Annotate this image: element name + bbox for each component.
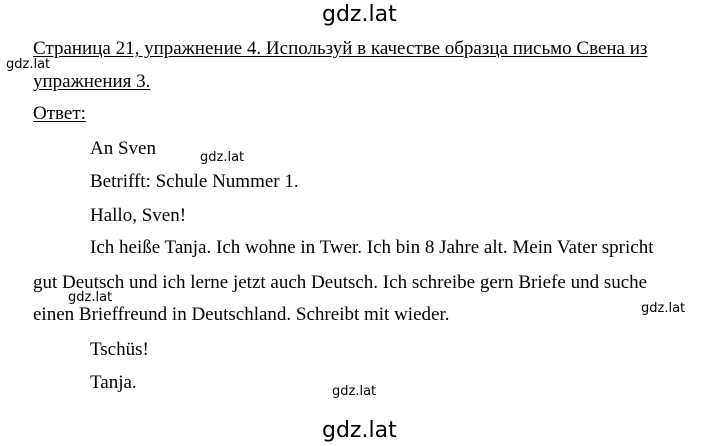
letter-body-line-2: gut Deutsch und ich lerne jetzt auch Deutsch. Ich schreibe gern Briefe und suche	[33, 272, 648, 293]
answer-label: Ответ:	[33, 103, 86, 124]
letter-greeting: Hallo, Sven!	[90, 205, 187, 226]
watermark-top: gdz.lat	[322, 2, 397, 27]
watermark-center-bottom: gdz.lat	[332, 384, 377, 399]
letter-signature: Tanja.	[90, 372, 137, 393]
letter-body-line-1: Ich heiße Tanja. Ich wohne in Twer. Ich bin 8 Jahre alt. Mein Vater spricht	[90, 237, 654, 258]
letter-recipient: An Sven	[90, 138, 156, 159]
watermark-mid-upper: gdz.lat	[200, 150, 245, 165]
letter-closing: Tschüs!	[90, 339, 149, 360]
watermark-left: gdz.lat	[6, 57, 51, 72]
task-heading-line-2: упражнения 3.	[33, 71, 151, 92]
letter-body-line-3: einen Brieffreund in Deutschland. Schreibt mit wieder.	[33, 304, 450, 325]
task-heading-line-1: Страница 21, упражнение 4. Используй в качестве образца письмо Свена из	[33, 38, 648, 59]
watermark-right: gdz.lat	[641, 301, 686, 316]
letter-subject: Betrifft: Schule Nummer 1.	[90, 171, 299, 192]
watermark-bottom: gdz.lat	[322, 418, 397, 443]
watermark-mid-lower: gdz.lat	[68, 290, 113, 305]
